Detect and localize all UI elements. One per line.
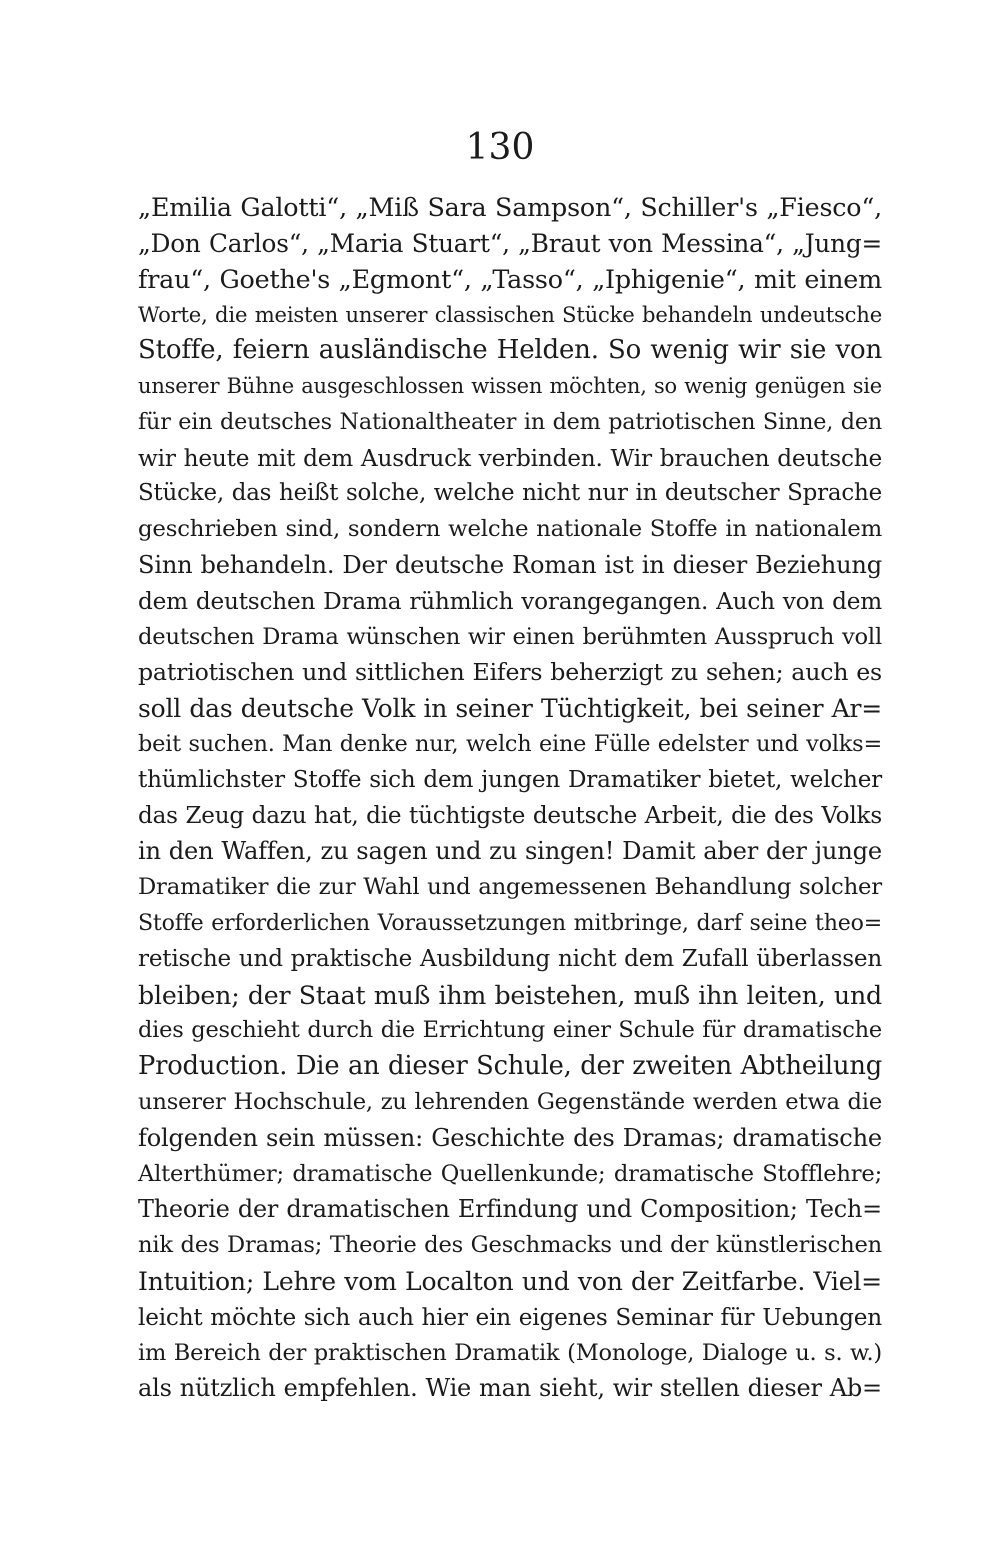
- text-line: patriotischen und sittlichen Eifers beherzigt zu sehen; auch es: [138, 658, 882, 687]
- text-line: Production. Die an dieser Schule, der zweiten Abtheilung: [138, 1051, 882, 1082]
- text-line: Worte, die meisten unserer classischen Stücke behandeln undeutsche: [138, 302, 882, 328]
- text-line: frau“, Goethe's „Egmont“, „Tasso“, „Iphigenie“, mit einem: [138, 263, 882, 294]
- text-line: geschrieben sind, sondern welche nationale Stoffe in nationalem: [138, 516, 882, 543]
- text-line: im Bereich der praktischen Dramatik (Monologe, Dialoge u. s. w.): [138, 1339, 882, 1366]
- text-line: nik des Dramas; Theorie des Geschmacks und der künstlerischen: [138, 1232, 882, 1259]
- text-line: bleiben; der Staat muß ihm beistehen, muß ihn leiten, und: [138, 980, 882, 1010]
- text-line: retische und praktische Ausbildung nicht dem Zufall überlassen: [138, 945, 882, 972]
- text-line: in den Waffen, zu sagen und zu singen! Damit aber der junge: [138, 837, 882, 866]
- text-line: Stücke, das heißt solche, welche nicht nur in deutscher Sprache: [138, 480, 882, 507]
- text-line: leicht möchte sich auch hier ein eigenes Seminar für Uebungen: [138, 1303, 882, 1331]
- text-line: beit suchen. Man denke nur, welch eine Fülle edelster und volks=: [138, 730, 882, 757]
- text-line: thümlichster Stoffe sich dem jungen Dramatiker bietet, welcher: [138, 766, 882, 793]
- text-line: für ein deutsches Nationaltheater in dem patriotischen Sinne, den: [138, 408, 882, 435]
- text-line: Alterthümer; dramatische Quellenkunde; dramatische Stofflehre;: [138, 1160, 882, 1187]
- text-line: soll das deutsche Volk in seiner Tüchtigkeit, bei seiner Ar=: [138, 694, 882, 724]
- body-text: [138, 190, 882, 1407]
- text-line: Stoffe erforderlichen Voraussetzungen mitbringe, darf seine theo=: [138, 910, 882, 936]
- text-line: unserer Bühne ausgeschlossen wissen möchten, so wenig genügen sie: [138, 373, 882, 398]
- text-line: folgenden sein müssen: Geschichte des Dramas; dramatische: [138, 1123, 882, 1152]
- text-line: dem deutschen Drama rühmlich vorangegangen. Auch von dem: [138, 587, 882, 615]
- text-line: dies geschieht durch die Errichtung einer Schule für dramatische: [138, 1017, 882, 1044]
- text-line: als nützlich empfehlen. Wie man sieht, wir stellen dieser Ab=: [138, 1374, 882, 1403]
- text-line: unserer Hochschule, zu lehrenden Gegenstände werden etwa die: [138, 1088, 882, 1115]
- text-line: deutschen Drama wünschen wir einen berühmten Ausspruch voll: [138, 623, 882, 650]
- text-line: Dramatiker die zur Wahl und angemessenen Behandlung solcher: [138, 874, 882, 901]
- page-number: 130: [465, 127, 535, 168]
- text-line: Intuition; Lehre vom Localton und von der Zeitfarbe. Viel=: [138, 1266, 882, 1296]
- text-line: wir heute mit dem Ausdruck verbinden. Wir brauchen deutsche: [138, 444, 882, 472]
- text-line: Theorie der dramatischen Erfindung und Composition; Tech=: [138, 1195, 882, 1224]
- text-line: „Emilia Galotti“, „Miß Sara Sampson“, Schiller's „Fiesco“,: [138, 192, 882, 222]
- text-line: das Zeug dazu hat, die tüchtigste deutsche Arbeit, die des Volks: [138, 802, 882, 829]
- text-line: Stoffe, feiern ausländische Helden. So wenig wir sie von: [138, 335, 882, 366]
- text-line: Sinn behandeln. Der deutsche Roman ist in dieser Beziehung: [138, 550, 882, 579]
- text-line: „Don Carlos“, „Maria Stuart“, „Braut von Messina“, „Jung=: [138, 228, 882, 258]
